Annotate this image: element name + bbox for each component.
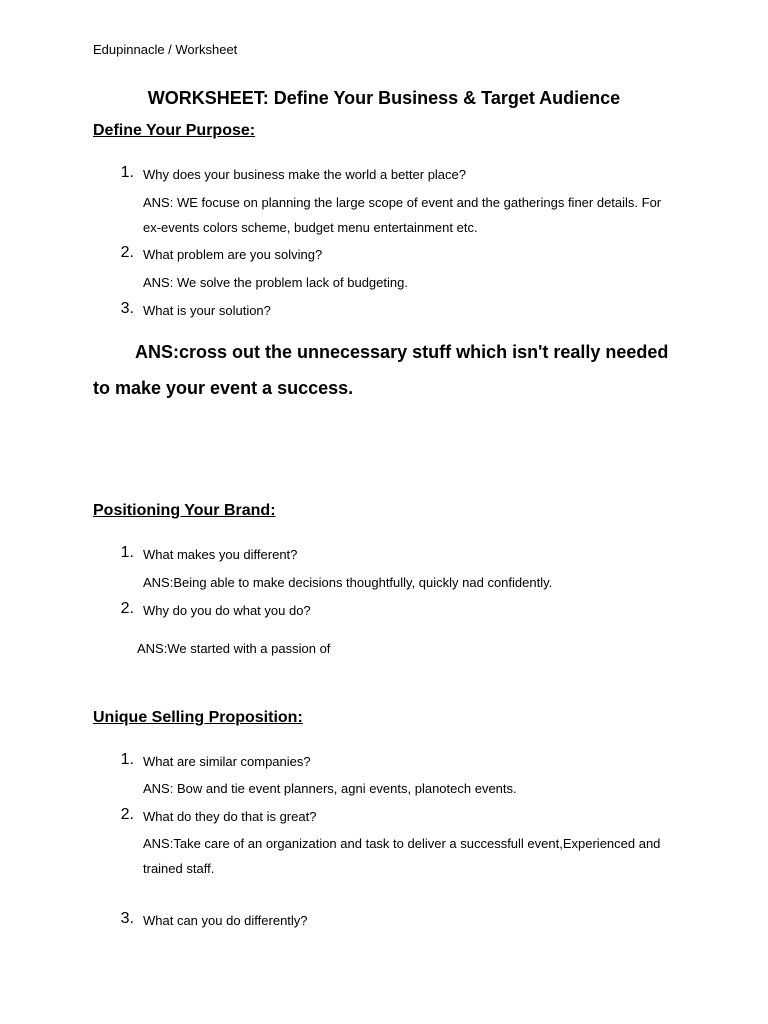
answer-text-large: ANS:cross out the unnecessary stuff which isn't really needed to make your event a success. xyxy=(93,342,669,398)
section-heading-purpose: Define Your Purpose: xyxy=(93,122,256,139)
list-number: 2. xyxy=(120,244,134,261)
list-number: 2. xyxy=(120,806,134,823)
question-text: Why does your business make the world a better place? xyxy=(143,167,467,182)
answer-text: ANS: Bow and tie event planners, agni events, planotech events. xyxy=(143,781,517,796)
breadcrumb: Edupinnacle / Worksheet xyxy=(93,42,238,57)
answer-text: ANS: We solve the problem lack of budgeting. xyxy=(143,275,408,290)
question-text: What do they do that is great? xyxy=(143,809,317,824)
list-number: 3. xyxy=(120,910,134,927)
question-text: What makes you different? xyxy=(143,547,298,562)
answer-text: ANS:Being able to make decisions thoughtfully, quickly nad confidently. xyxy=(143,575,553,590)
section-heading-brand: Positioning Your Brand: xyxy=(93,502,276,519)
list-number: 1. xyxy=(120,544,134,561)
list-number: 3. xyxy=(120,300,134,317)
question-text: What problem are you solving? xyxy=(143,247,323,262)
answer-text: ANS:We started with a passion of xyxy=(137,641,331,656)
section-heading-usp: Unique Selling Proposition: xyxy=(93,709,303,726)
answer-text: ANS: WE focuse on planning the large scope of event and the gatherings finer details. For ex-events colors scheme, budget menu entertainment etc. xyxy=(143,195,662,235)
question-text: Why do you do what you do? xyxy=(143,603,311,618)
answer-text: ANS:Take care of an organization and task to deliver a successfull event,Experienced and trained staff. xyxy=(143,836,661,876)
list-number: 1. xyxy=(120,164,134,181)
question-text: What are similar companies? xyxy=(143,754,311,769)
question-text: What can you do differently? xyxy=(143,913,308,928)
list-number: 1. xyxy=(120,751,134,768)
page-title: WORKSHEET: Define Your Business & Target Audience xyxy=(147,88,621,108)
list-number: 2. xyxy=(120,600,134,617)
question-text: What is your solution? xyxy=(143,303,271,318)
